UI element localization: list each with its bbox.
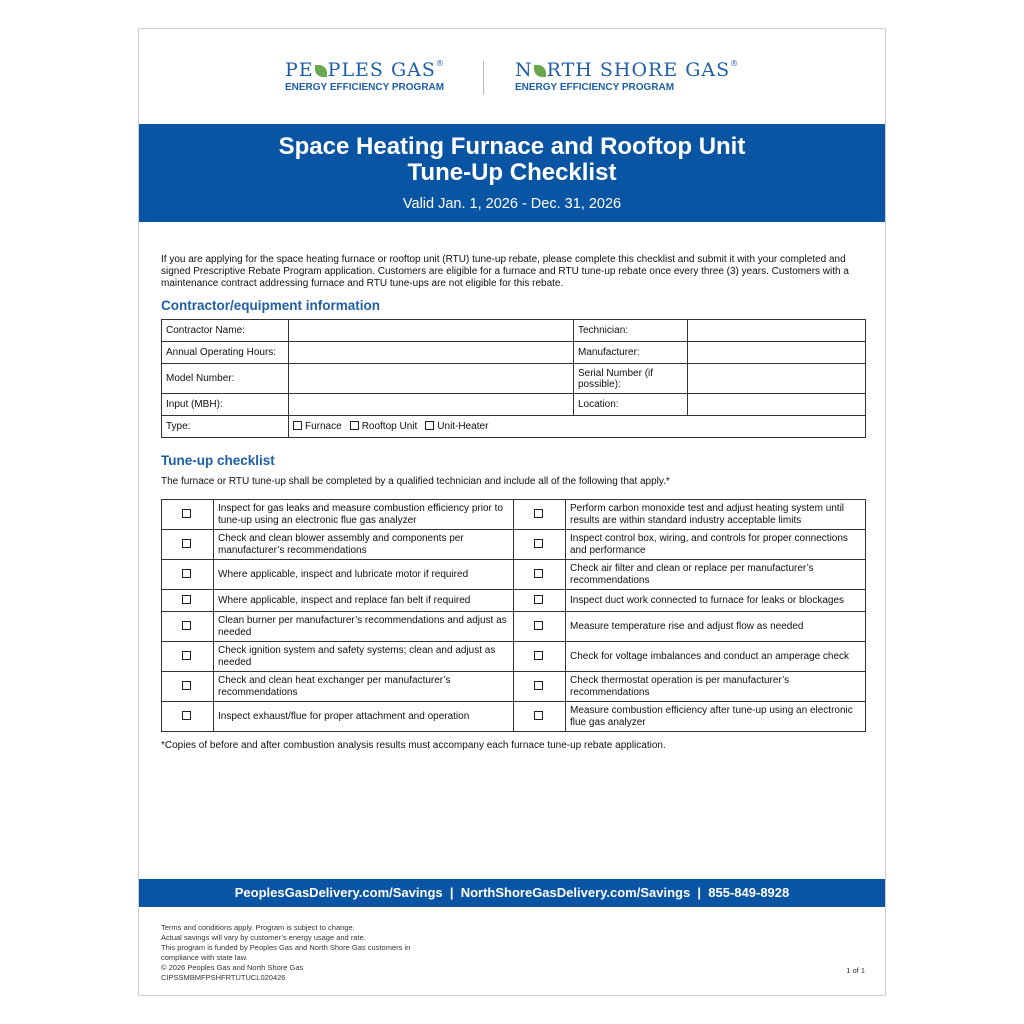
checkbox-cell[interactable] xyxy=(162,590,214,612)
type-option-label: Unit-Heater xyxy=(437,421,489,432)
registered-mark: ® xyxy=(435,59,445,68)
checklist-item: Inspect exhaust/flue for proper attachment and operation xyxy=(214,702,514,732)
fine-print-line: Actual savings will vary by customer’s energy usage and rate. xyxy=(161,933,366,942)
checkbox-icon[interactable] xyxy=(534,509,543,518)
checklist-row xyxy=(162,590,866,612)
logo-subtitle: ENERGY EFFICIENCY PROGRAM xyxy=(515,82,675,93)
checkbox-icon[interactable] xyxy=(182,539,191,548)
checklist-row xyxy=(162,702,866,732)
checkbox-icon[interactable] xyxy=(534,621,543,630)
fine-print-line: © 2026 Peoples Gas and North Shore Gas xyxy=(161,963,304,972)
contractor-row xyxy=(162,394,866,416)
checkbox-icon[interactable] xyxy=(534,711,543,720)
checkbox-icon[interactable] xyxy=(182,569,191,578)
tuneup-description: The furnace or RTU tune-up shall be completed by a qualified technician and include all of the following that apply.* xyxy=(161,476,670,487)
field-input[interactable] xyxy=(688,320,866,342)
validity-dates: Valid Jan. 1, 2026 - Dec. 31, 2026 xyxy=(402,196,622,212)
checklist-row xyxy=(162,500,866,530)
checkbox-cell[interactable] xyxy=(514,530,566,560)
field-input[interactable] xyxy=(688,364,866,394)
logo-text: PLES GAS xyxy=(327,59,436,81)
field-label: Input (MBH): xyxy=(162,394,289,416)
fine-print-line: This program is funded by Peoples Gas and North Shore Gas customers in xyxy=(161,943,411,952)
fine-print xyxy=(161,923,461,983)
footnote: *Copies of before and after combustion analysis results must accompany each furnace tune-up rebate application. xyxy=(161,740,666,751)
checkbox-icon[interactable] xyxy=(425,421,434,430)
field-label: Manufacturer: xyxy=(574,342,688,364)
fine-print-line: compliance with state law. xyxy=(161,953,248,962)
checkbox-icon[interactable] xyxy=(182,509,191,518)
type-option[interactable] xyxy=(350,421,418,432)
checkbox-cell[interactable] xyxy=(514,642,566,672)
field-label: Annual Operating Hours: xyxy=(162,342,289,364)
type-option[interactable] xyxy=(425,421,488,432)
checklist-page xyxy=(138,28,886,996)
checkbox-cell[interactable] xyxy=(162,500,214,530)
checklist-item: Check thermostat operation is per manufacturer’s recommendations xyxy=(566,672,866,702)
checkbox-cell[interactable] xyxy=(162,642,214,672)
page-number: 1 of 1 xyxy=(846,966,865,975)
leaf-icon xyxy=(315,65,327,77)
checklist-item: Check and clean heat exchanger per manufacturer’s recommendations xyxy=(214,672,514,702)
checklist-item: Clean burner per manufacturer’s recommendations and adjust as needed xyxy=(214,612,514,642)
type-option[interactable] xyxy=(293,421,342,432)
checklist-item: Measure temperature rise and adjust flow as needed xyxy=(566,612,866,642)
checklist-item: Where applicable, inspect and lubricate motor if required xyxy=(214,560,514,590)
checkbox-cell[interactable] xyxy=(514,612,566,642)
checkbox-cell[interactable] xyxy=(162,612,214,642)
checkbox-cell[interactable] xyxy=(514,500,566,530)
checkbox-icon[interactable] xyxy=(182,681,191,690)
checkbox-icon[interactable] xyxy=(534,595,543,604)
field-input[interactable] xyxy=(289,342,574,364)
checkbox-icon[interactable] xyxy=(534,681,543,690)
checkbox-icon[interactable] xyxy=(534,651,543,660)
checklist-row xyxy=(162,530,866,560)
checklist-row xyxy=(162,642,866,672)
logo-subtitle: ENERGY EFFICIENCY PROGRAM xyxy=(285,82,445,93)
fine-print-line: Terms and conditions apply. Program is subject to change. xyxy=(161,923,355,932)
fine-print-line: CIPSSMBMFPSHFRTUTUCL020426 xyxy=(161,973,286,982)
footer-links: PeoplesGasDelivery.com/Savings | NorthShoreGasDelivery.com/Savings | 855-849-8928 xyxy=(234,885,790,900)
logo-text: N xyxy=(515,59,533,81)
checklist-item: Inspect for gas leaks and measure combustion efficiency prior to tune-up using an electronic flue gas analyzer xyxy=(214,500,514,530)
field-label: Location: xyxy=(574,394,688,416)
checkbox-icon[interactable] xyxy=(293,421,302,430)
checkbox-cell[interactable] xyxy=(514,590,566,612)
checkbox-cell[interactable] xyxy=(162,672,214,702)
leaf-icon xyxy=(534,65,546,77)
field-input[interactable] xyxy=(688,394,866,416)
type-option-label: Rooftop Unit xyxy=(361,421,418,432)
checklist-item: Inspect control box, wiring, and controls for proper connections and performance xyxy=(566,530,866,560)
field-label: Type: xyxy=(162,416,289,438)
checklist-item: Check air filter and clean or replace per manufacturer’s recommendations xyxy=(566,560,866,590)
checkbox-cell[interactable] xyxy=(162,560,214,590)
checkbox-cell[interactable] xyxy=(162,530,214,560)
checkbox-icon[interactable] xyxy=(182,621,191,630)
contractor-table xyxy=(161,319,866,438)
field-input[interactable] xyxy=(688,342,866,364)
checklist-row xyxy=(162,560,866,590)
checkbox-icon[interactable] xyxy=(182,595,191,604)
field-input[interactable] xyxy=(289,320,574,342)
logo-text: PE xyxy=(285,59,314,81)
field-label: Contractor Name: xyxy=(162,320,289,342)
north-shore-gas-logo xyxy=(515,59,739,93)
intro-paragraph: If you are applying for the space heating furnace or rooftop unit (RTU) tune-up rebate, please complete this checklist and submit it with your completed and signed Prescriptive Rebate Program application. Customers are eligible for a furnace and RTU tune-up rebate once every three (3) years. Customers with a maintenance contract addressing furnace and RTU tune-ups are not eligible for this rebate. xyxy=(161,254,849,289)
peoples-gas-logo xyxy=(285,59,445,93)
checkbox-icon[interactable] xyxy=(182,711,191,720)
checkbox-icon[interactable] xyxy=(534,539,543,548)
checklist-row xyxy=(162,672,866,702)
contractor-heading: Contractor/equipment information xyxy=(161,298,380,313)
type-option-label: Furnace xyxy=(305,421,342,432)
title-line-2: Tune-Up Checklist xyxy=(407,159,617,186)
checklist-item: Check ignition system and safety systems; clean and adjust as needed xyxy=(214,642,514,672)
registered-mark: ® xyxy=(730,59,740,68)
field-input[interactable] xyxy=(289,364,574,394)
tuneup-table xyxy=(161,499,866,732)
checkbox-cell[interactable] xyxy=(514,702,566,732)
title-line-1: Space Heating Furnace and Rooftop Unit xyxy=(278,133,746,160)
contractor-row xyxy=(162,364,866,394)
contractor-row xyxy=(162,342,866,364)
title-band xyxy=(139,124,885,222)
checkbox-icon[interactable] xyxy=(350,421,359,430)
footer-band xyxy=(139,879,885,907)
checklist-item: Inspect duct work connected to furnace for leaks or blockages xyxy=(566,590,866,612)
checklist-item: Check and clean blower assembly and components per manufacturer’s recommendations xyxy=(214,530,514,560)
checkbox-icon[interactable] xyxy=(534,569,543,578)
checkbox-cell[interactable] xyxy=(514,672,566,702)
tuneup-heading: Tune-up checklist xyxy=(161,453,275,468)
checklist-item: Where applicable, inspect and replace fan belt if required xyxy=(214,590,514,612)
logo-text: RTH SHORE GAS xyxy=(546,59,731,81)
logo-divider xyxy=(483,61,484,95)
field-label: Serial Number (if possible): xyxy=(574,364,688,394)
contractor-row xyxy=(162,320,866,342)
type-options xyxy=(289,416,866,438)
checklist-item: Perform carbon monoxide test and adjust heating system until results are within standard industry acceptable limits xyxy=(566,500,866,530)
field-label: Model Number: xyxy=(162,364,289,394)
logo-header xyxy=(139,59,885,99)
checkbox-cell[interactable] xyxy=(162,702,214,732)
type-row xyxy=(162,416,866,438)
checkbox-cell[interactable] xyxy=(514,560,566,590)
checklist-row xyxy=(162,612,866,642)
checkbox-icon[interactable] xyxy=(182,651,191,660)
checklist-item: Check for voltage imbalances and conduct an amperage check xyxy=(566,642,866,672)
document-title xyxy=(139,124,885,186)
checklist-item: Measure combustion efficiency after tune-up using an electronic flue gas analyzer xyxy=(566,702,866,732)
field-label: Technician: xyxy=(574,320,688,342)
field-input[interactable] xyxy=(289,394,574,416)
